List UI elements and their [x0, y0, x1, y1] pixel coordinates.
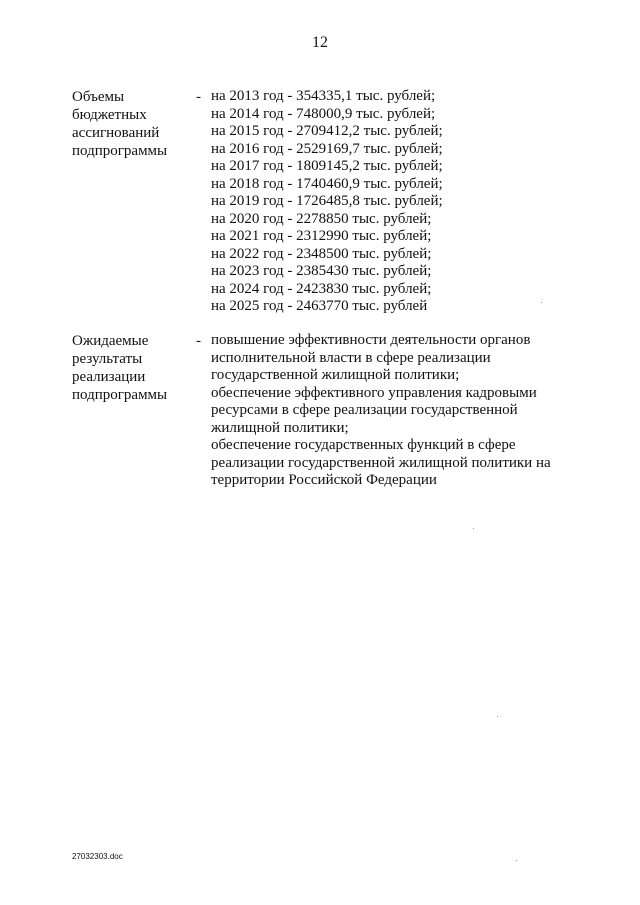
scan-speck — [541, 302, 542, 303]
content-line: на 2024 год - 2423830 тыс. рублей; — [211, 280, 432, 297]
content-line: реализации государственной жилищной политики на — [211, 454, 551, 471]
section-label — [72, 88, 192, 160]
label-line: реализации — [72, 369, 146, 385]
scan-speck — [473, 528, 474, 529]
content-line: на 2020 год - 2278850 тыс. рублей; — [211, 210, 432, 227]
dash-separator: - — [196, 89, 201, 105]
content-line: на 2022 год - 2348500 тыс. рублей; — [211, 245, 432, 262]
content-line: жилищной политики; — [211, 419, 349, 436]
page-number: 12 — [312, 34, 328, 51]
label-line: результаты — [72, 351, 143, 367]
label-line: Объемы — [72, 89, 125, 105]
content-line: ресурсами в сфере реализации государственной — [211, 402, 518, 418]
label-line: подпрограммы — [72, 143, 168, 159]
content-line: на 2021 год - 2312990 тыс. рублей; — [211, 228, 432, 244]
content-line: на 2015 год - 2709412,2 тыс. рублей; — [211, 123, 443, 139]
content-line: на 2013 год - 354335,1 тыс. рублей; — [211, 88, 436, 104]
dash-separator: - — [196, 333, 201, 349]
section-content — [211, 88, 571, 316]
content-line: повышение эффективности деятельности органов — [211, 332, 531, 348]
section-label — [72, 332, 192, 404]
label-line: подпрограммы — [72, 387, 168, 403]
scan-speck — [497, 716, 498, 717]
content-line: обеспечение эффективного управления кадровыми — [211, 384, 537, 401]
content-line: территории Российской Федерации — [211, 472, 437, 488]
content-line: на 2023 год - 2385430 тыс. рублей; — [211, 263, 432, 279]
file-name-footer: 27032303.doc — [72, 852, 123, 861]
content-line: государственной жилищной политики; — [211, 367, 460, 383]
content-line: на 2019 год - 1726485,8 тыс. рублей; — [211, 193, 443, 209]
content-line: на 2014 год - 748000,9 тыс. рублей; — [211, 105, 436, 122]
label-line: Ожидаемые — [72, 333, 149, 349]
scan-speck — [516, 860, 517, 861]
label-line: ассигнований — [72, 125, 160, 141]
content-line: на 2025 год - 2463770 тыс. рублей — [211, 298, 428, 314]
content-line: на 2018 год - 1740460,9 тыс. рублей; — [211, 175, 443, 192]
content-line: на 2016 год - 2529169,7 тыс. рублей; — [211, 140, 443, 157]
content-line: обеспечение государственных функций в сфере — [211, 437, 516, 453]
budget-allocations-section — [72, 88, 572, 318]
section-content — [211, 332, 571, 490]
expected-results-section — [72, 332, 572, 492]
content-line: исполнительной власти в сфере реализации — [211, 349, 491, 366]
content-line: на 2017 год - 1809145,2 тыс. рублей; — [211, 158, 443, 174]
label-line: бюджетных — [72, 107, 147, 123]
